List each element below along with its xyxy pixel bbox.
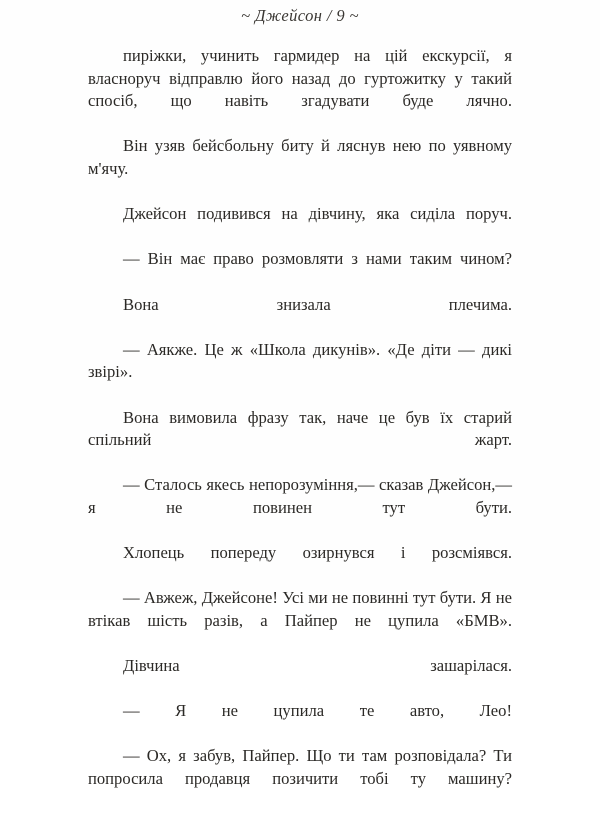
paragraph: Дівчина зашарілася. xyxy=(123,656,512,676)
dialogue-line: — Ох, я забув, Пайпер. Що ти там розповідала? Ти попросила продавця позичити тобі ту машину? xyxy=(88,746,512,788)
paragraph: Він узяв бейсбольну биту й ляснув нею по уявному м'ячу. xyxy=(88,136,512,178)
paragraph: пиріжки, учинить гармидер на цій екскурсії, я власноруч відправлю його назад до гуртожитку у такий спосіб, що навіть згадувати буде лячно. xyxy=(88,46,512,111)
dialogue-line: — Авжеж, Джейсоне! Усі ми не повинні тут бути. Я не втікав шість разів, а Пайпер не цупила «БМВ». xyxy=(88,588,512,630)
body-text xyxy=(88,45,512,813)
dialogue-line: — Аякже. Це ж «Школа дикунів». «Де діти — дикі звірі». xyxy=(88,339,512,382)
paragraph: Вона знизала плечима. xyxy=(123,294,512,314)
paragraph: Хлопець попереду озирнувся і розсміявся. xyxy=(123,543,512,563)
dialogue-line: — Він має право розмовляти з нами таким чином? xyxy=(123,249,512,269)
paragraph: Вона вимовила фразу так, наче це був їх старий спільний жарт. xyxy=(88,407,512,450)
running-header: ~ Джейсон / 9 ~ xyxy=(241,6,359,25)
paragraph: Джейсон подивився на дівчину, яка сиділа поруч. xyxy=(123,204,512,224)
dialogue-line: — Сталось якесь непорозуміння,— сказав Джейсон,— я не повинен тут бути. xyxy=(88,475,512,517)
dialogue-line: — Я не цупила те авто, Лео! xyxy=(123,701,512,721)
